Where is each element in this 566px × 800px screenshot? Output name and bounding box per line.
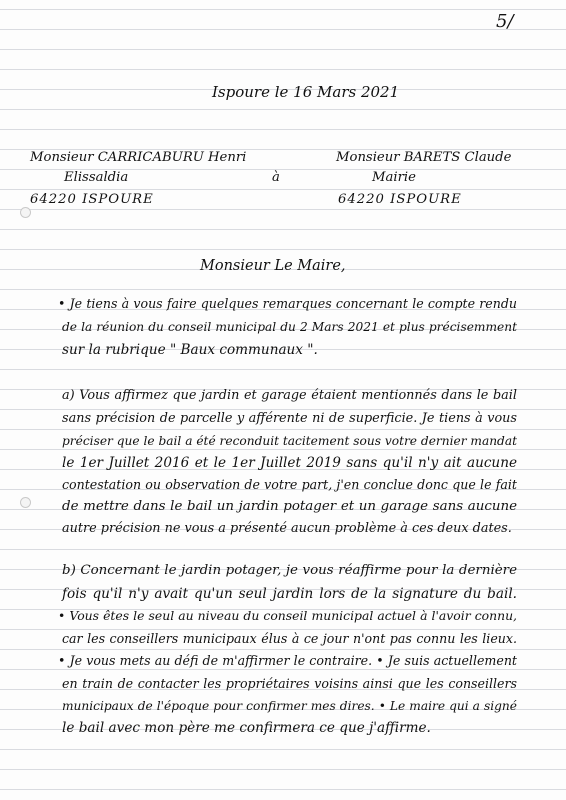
body-line: en train de contacter les propriétaires voisins ainsi que les conseillers — [62, 676, 517, 691]
body-line: • Vous êtes le seul au niveau du conseil municipal actuel à l'avoir connu, — [58, 608, 517, 623]
body-line: autre précision ne vous a présenté aucun problème à ces deux dates. — [62, 521, 512, 536]
body-line: contestation ou observation de votre part, j'en conclue donc que le fait — [62, 477, 517, 492]
body-line: fois qu'il n'y avait qu'un seul jardin lors de la signature du bail. — [62, 586, 517, 602]
body-line: a) Vous affirmez que jardin et garage étaient mentionnés dans le bail — [62, 388, 517, 403]
place-date: Ispoure le 16 Mars 2021 — [212, 83, 400, 101]
body-line: le bail avec mon père me confirmera ce que j'affirme. — [62, 720, 431, 736]
body-line: le 1er Juillet 2016 et le 1er Juillet 2019 sans qu'il n'y ait aucune — [62, 455, 517, 471]
salutation: Monsieur Le Maire, — [200, 258, 346, 274]
body-line: de la réunion du conseil municipal du 2 Mars 2021 et plus précisemment — [62, 320, 517, 334]
to-word: à — [272, 170, 280, 185]
body-line: car les conseillers municipaux élus à ce jour n'ont pas connu les lieux. — [62, 631, 517, 646]
body-line: sur la rubrique " Baux communaux ". — [62, 342, 318, 358]
body-line: • Je vous mets au défi de m'affirmer le contraire. • Je suis actuellement — [58, 653, 517, 668]
punch-hole-top — [20, 207, 31, 218]
sender-address: Elissaldia — [64, 170, 129, 185]
punch-hole-bottom — [20, 497, 31, 508]
body-line: municipaux de l'époque pour confirmer mes dires. • Le maire qui a signé — [62, 699, 517, 713]
sender-name: Monsieur CARRICABURU Henri — [30, 150, 247, 165]
recipient-name: Monsieur BARETS Claude — [336, 150, 512, 165]
page-number: 5/ — [496, 11, 514, 32]
body-line: • Je tiens à vous faire quelques remarques concernant le compte rendu — [58, 296, 517, 311]
recipient-title: Mairie — [372, 170, 416, 185]
recipient-postcode-city: 64220 ISPOURE — [338, 192, 462, 207]
body-line: préciser que le bail a été reconduit tacitement sous votre dernier mandat — [62, 434, 518, 448]
body-line: sans précision de parcelle y afférente ni de superficie. Je tiens à vous — [62, 411, 517, 426]
body-line: b) Concernant le jardin potager, je vous réaffirme pour la dernière — [62, 563, 517, 578]
body-line: de mettre dans le bail un jardin potager et un garage sans aucune — [62, 499, 517, 514]
sender-postcode-city: 64220 ISPOURE — [30, 192, 154, 207]
